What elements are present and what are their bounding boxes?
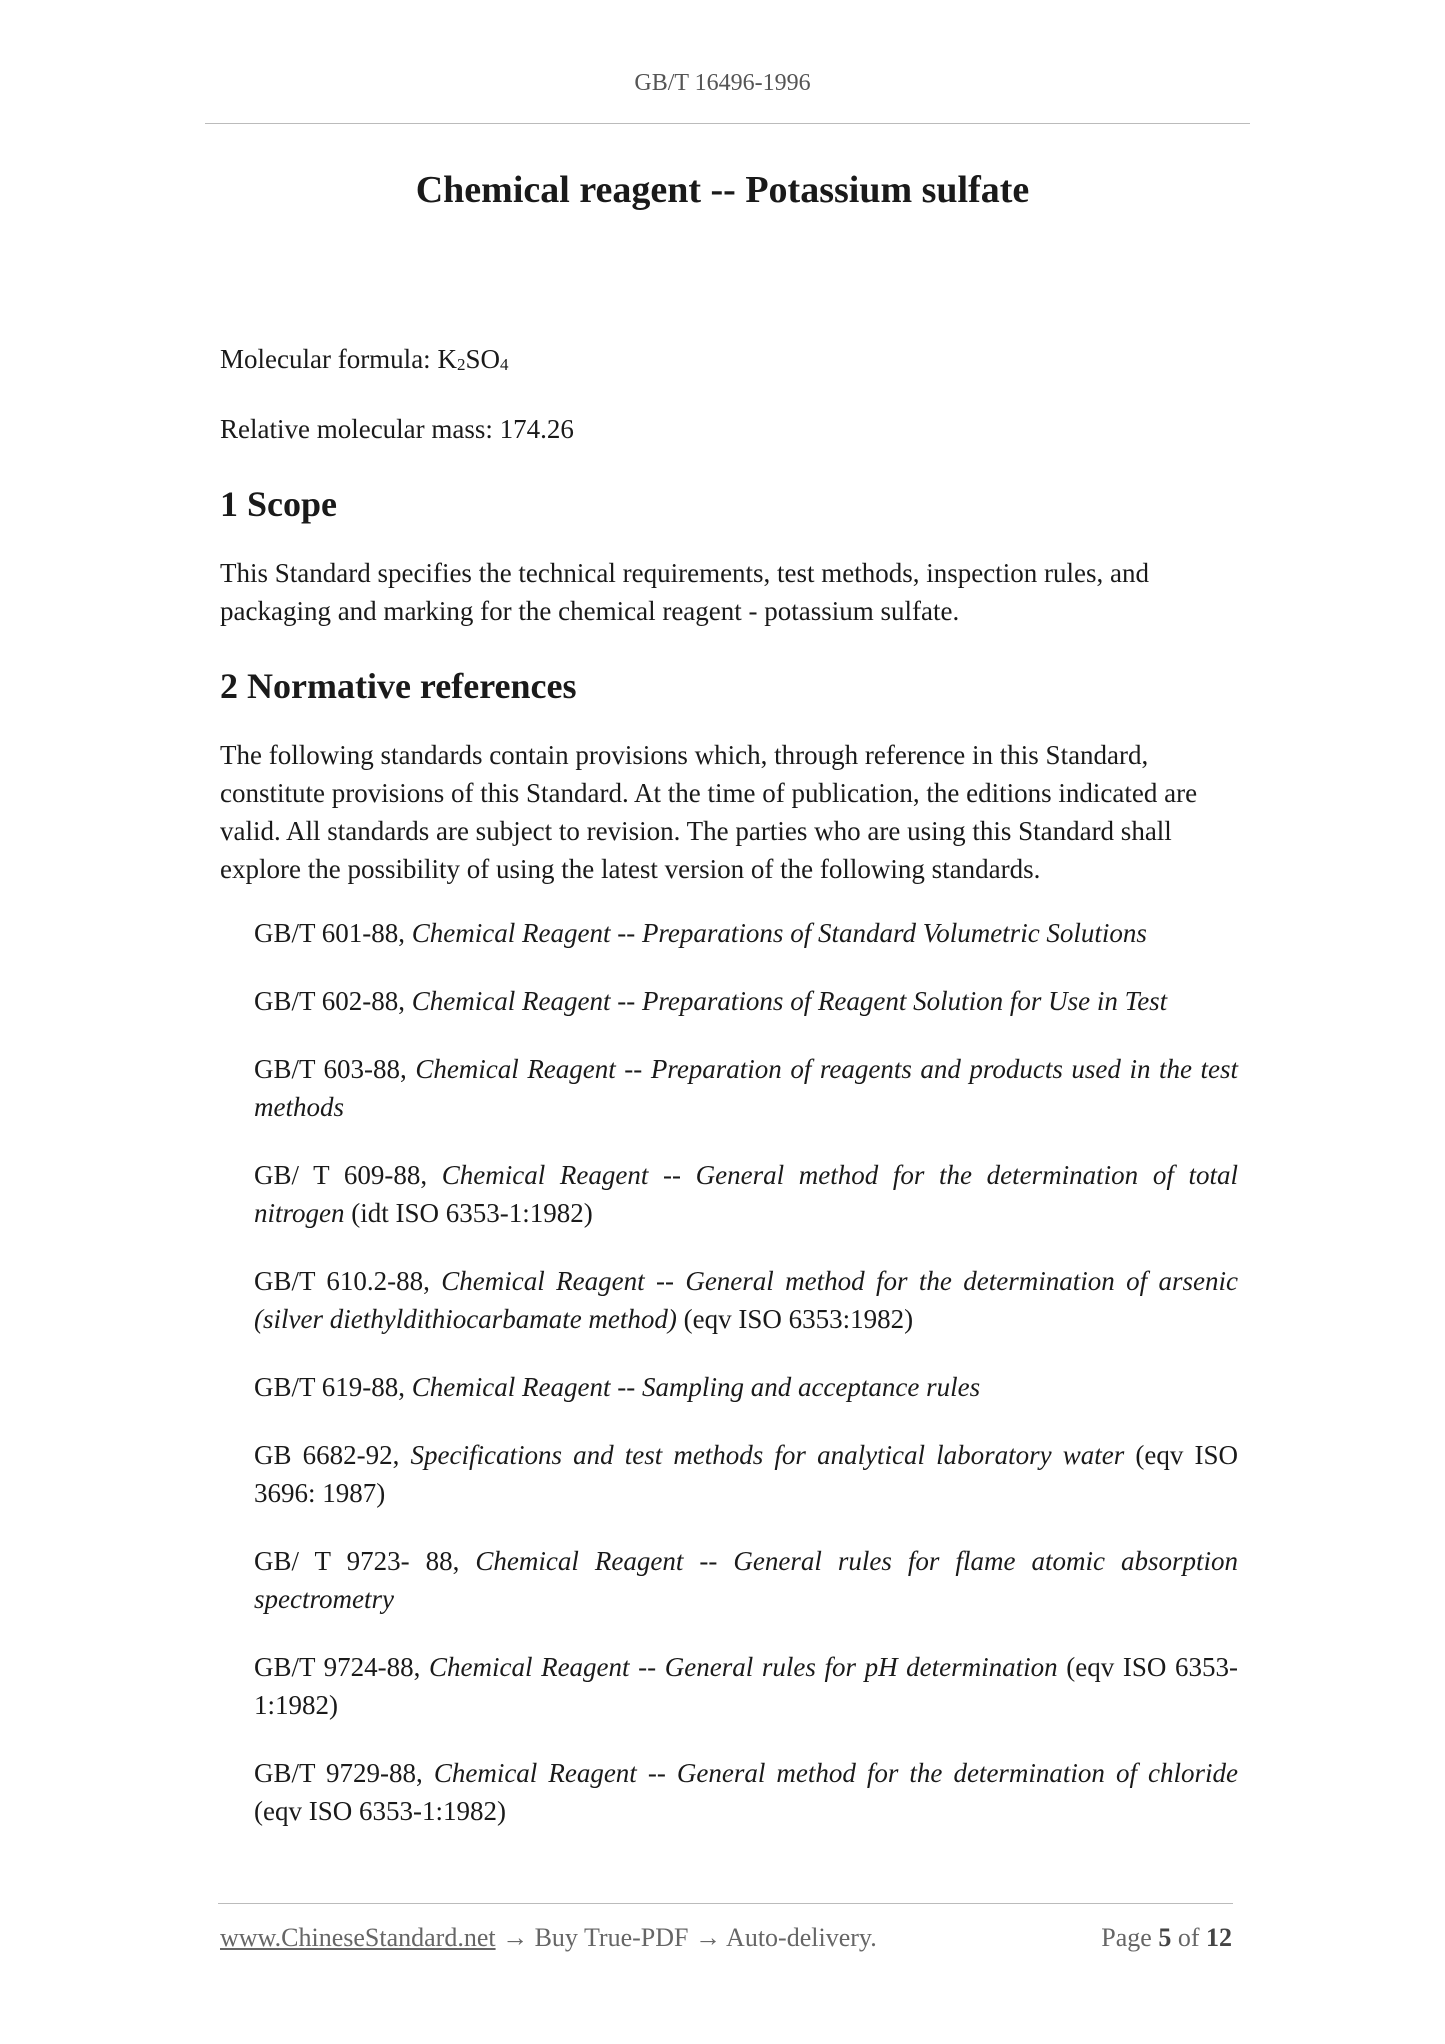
- reference-title: Specifications and test methods for analytical laboratory water: [410, 1440, 1125, 1470]
- reference-title: Chemical Reagent -- General method for the determination of arsenic (silver diethyldithiocarbamate method): [254, 1266, 1238, 1334]
- reference-code: GB/T 602-88,: [254, 986, 412, 1016]
- document-title: Chemical reagent -- Potassium sulfate: [415, 169, 1030, 211]
- page-of: of: [1171, 1923, 1206, 1952]
- reference-code: GB/T 603-88,: [254, 1054, 416, 1084]
- reference-title: Chemical Reagent -- General rules for flame atomic absorption spectrometry: [254, 1546, 1238, 1614]
- formula-k: K: [437, 344, 457, 374]
- reference-suffix: (eqv ISO 6353:1982): [676, 1304, 914, 1334]
- formula-label: Molecular formula:: [220, 344, 438, 374]
- reference-title: Chemical Reagent -- Preparations of Reagent Solution for Use in Test: [411, 986, 1168, 1016]
- reference-item: [254, 1156, 1238, 1232]
- page-current: 5: [1158, 1923, 1172, 1952]
- reference-item: [254, 1754, 1238, 1830]
- reference-item: [254, 914, 1238, 952]
- reference-code: GB/ T 609-88,: [254, 1160, 442, 1190]
- header-divider: [205, 123, 1250, 124]
- header-standard-code: GB/T 16496-1996: [634, 70, 811, 96]
- reference-suffix: (eqv ISO 6353-1:1982): [254, 1652, 1238, 1720]
- chinesestandard-link[interactable]: www.ChineseStandard.net: [220, 1923, 496, 1952]
- reference-title: Chemical Reagent -- Preparation of reagents and products used in the test methods: [254, 1054, 1238, 1122]
- reference-title: Chemical Reagent -- Preparations of Standard Volumetric Solutions: [411, 918, 1147, 948]
- reference-code: GB/T 9729-88,: [254, 1758, 434, 1788]
- footer-tagline: → Buy True-PDF → Auto-delivery.: [495, 1923, 877, 1952]
- reference-item: [254, 1368, 1238, 1406]
- reference-item: [254, 1262, 1238, 1338]
- reference-title: Chemical Reagent -- General method for the determination of total nitrogen: [254, 1160, 1238, 1228]
- reference-item: [254, 982, 1238, 1020]
- page-total: 12: [1206, 1923, 1232, 1952]
- formula-so: SO: [465, 344, 500, 374]
- reference-title: Chemical Reagent -- General rules for pH determination: [428, 1652, 1058, 1682]
- document-body: [220, 340, 1238, 1860]
- molecular-mass: Relative molecular mass: 174.26: [220, 414, 574, 444]
- page-footer: [220, 1923, 1232, 1953]
- reference-item: [254, 1648, 1238, 1724]
- page-indicator: [1101, 1923, 1232, 1953]
- reference-item: [254, 1050, 1238, 1126]
- reference-title: Chemical Reagent -- Sampling and acceptance rules: [411, 1372, 981, 1402]
- page-label: Page: [1101, 1923, 1159, 1952]
- reference-code: GB/T 619-88,: [254, 1372, 412, 1402]
- formula-subscript-4: 4: [499, 355, 509, 374]
- reference-code: GB/ T 9723- 88,: [254, 1546, 476, 1576]
- section-heading-normative-references: 2 Normative references: [220, 666, 577, 706]
- reference-suffix: (idt ISO 6353-1:1982): [344, 1198, 593, 1228]
- reference-code: GB/T 610.2-88,: [254, 1266, 442, 1296]
- footer-divider: [218, 1903, 1233, 1904]
- reference-code: GB/T 601-88,: [254, 918, 412, 948]
- reference-code: GB 6682-92,: [254, 1440, 411, 1470]
- formula-subscript-2: 2: [456, 355, 466, 374]
- reference-code: GB/T 9724-88,: [254, 1652, 429, 1682]
- reference-item: [254, 1436, 1238, 1512]
- reference-list: [220, 914, 1238, 1830]
- reference-suffix: (eqv ISO 3696: 1987): [254, 1440, 1239, 1508]
- section-heading-scope: 1 Scope: [220, 484, 337, 524]
- scope-paragraph: This Standard specifies the technical requirements, test methods, inspection rules, and packaging and marking for the chemical reagent - potassium sulfate.: [220, 558, 1149, 626]
- reference-item: [254, 1542, 1238, 1618]
- normative-paragraph: The following standards contain provisions which, through reference in this Standard, constitute provisions of this Standard. At the time of publication, the editions indicated are valid. All standards are subject to revision. The parties who are using this Standard shall explore the possibility of using the latest version of the following standards.: [220, 740, 1198, 884]
- molecular-formula: [220, 340, 1238, 384]
- reference-title: Chemical Reagent -- General method for the determination of chloride: [433, 1758, 1238, 1788]
- reference-suffix: (eqv ISO 6353-1:1982): [254, 1796, 506, 1826]
